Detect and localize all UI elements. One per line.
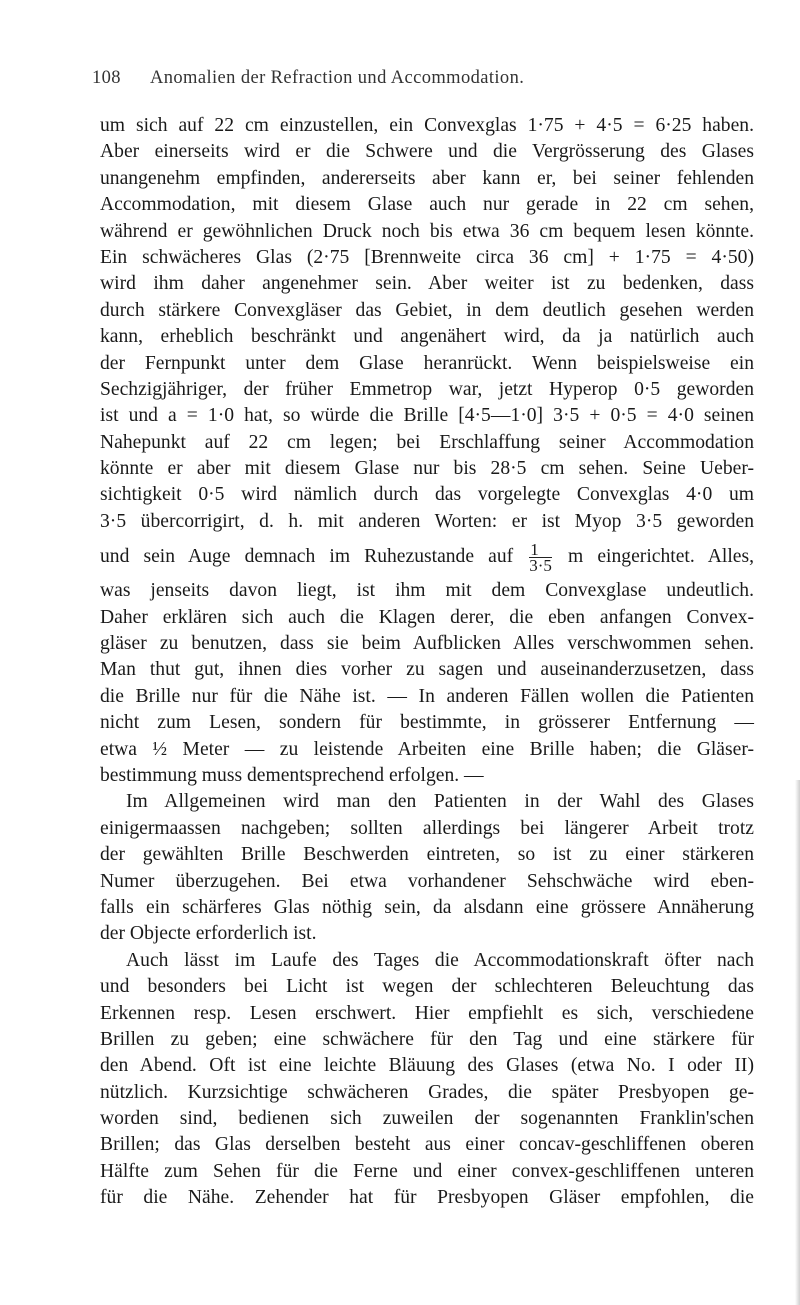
text-line: sichtigkeit 0·5 wird nämlich durch das vorgelegte Convexglas 4·0 um bbox=[100, 484, 754, 506]
text-line: Numer überzugehen. Bei etwa vorhandener Sehschwäche wird eben- bbox=[100, 870, 754, 892]
text-line: 3·5 übercorrigirt, d. h. mit anderen Worten: er ist Myop 3·5 geworden bbox=[100, 510, 754, 532]
text-line: für die Nähe. Zehender hat für Presbyopen Gläser empfohlen, die bbox=[100, 1187, 754, 1209]
page-edge-shadow bbox=[795, 780, 800, 1305]
text-line: durch stärkere Convexgläser das Gebiet, in dem deutlich gesehen werden bbox=[100, 299, 754, 321]
text-line: worden sind, bedienen sich zuweilen der sogenannten Franklin'schen bbox=[100, 1108, 754, 1130]
page-number: 108 bbox=[92, 68, 121, 88]
text-line: Brillen; das Glas derselben besteht aus einer concav-geschliffenen oberen bbox=[100, 1134, 754, 1156]
running-title: Anomalien der Refraction und Accommodation. bbox=[150, 68, 525, 88]
text-line: Accommodation, mit diesem Glase auch nur gerade in 22 cm sehen, bbox=[100, 194, 754, 216]
text-line: gläser zu benutzen, dass sie beim Aufblicken Alles verschwommen sehen. bbox=[100, 633, 754, 655]
text-line: und besonders bei Licht ist wegen der schlechteren Beleuchtung das bbox=[100, 976, 754, 998]
text-line: könnte er aber mit diesem Glase nur bis 28·5 cm sehen. Seine Ueber- bbox=[100, 458, 754, 480]
text-line: ist und a = 1·0 hat, so würde die Brille [4·5—1·0] 3·5 + 0·5 = 4·0 seinen bbox=[100, 405, 754, 427]
text-line: Im Allgemeinen wird man den Patienten in der Wahl des Glases bbox=[126, 791, 754, 813]
text-line: die Brille nur für die Nähe ist. — In anderen Fällen wollen die Patienten bbox=[100, 685, 754, 707]
body-text bbox=[100, 113, 754, 1212]
fraction-before: und sein Auge demnach im Ruhezustande auf bbox=[100, 546, 514, 568]
text-line: Hälfte zum Sehen für die Ferne und einer convex-geschliffenen unteren bbox=[100, 1160, 754, 1182]
text-line: Brillen zu geben; eine schwächere für den Tag und eine stärkere für bbox=[100, 1028, 754, 1050]
text-line: wird ihm daher angenehmer sein. Aber weiter ist zu bedenken, dass bbox=[100, 273, 754, 295]
text-line: Aber einerseits wird er die Schwere und die Vergrösserung des Glases bbox=[100, 141, 754, 163]
text-line: Erkennen resp. Lesen erschwert. Hier empfiehlt es sich, verschiedene bbox=[100, 1002, 754, 1024]
text-line: Ein schwächeres Glas (2·75 [Brennweite circa 36 cm] + 1·75 = 4·50) bbox=[100, 246, 754, 268]
fraction-denominator: 3·5 bbox=[529, 556, 552, 576]
fraction-after: m eingerichtet. Alles, bbox=[568, 546, 754, 568]
text-line: der Objecte erforderlich ist. bbox=[100, 923, 317, 945]
text-line: nützlich. Kurzsichtige schwächeren Grades, die später Presbyopen ge- bbox=[100, 1081, 754, 1103]
text-line: Nahepunkt auf 22 cm legen; bei Erschlaffung seiner Accommodation bbox=[100, 431, 754, 453]
text-line: falls ein schärferes Glas nöthig sein, da alsdann eine grössere Annäherung bbox=[100, 896, 754, 918]
text-line: unangenehm empfinden, andererseits aber kann er, bei seiner fehlenden bbox=[100, 167, 754, 189]
text-line: der gewählten Brille Beschwerden eintreten, so ist zu einer stärkeren bbox=[100, 844, 754, 866]
text-line: während er gewöhnlichen Druck noch bis etwa 36 cm bequem lesen könnte. bbox=[100, 220, 754, 242]
fraction-numerator: 1 bbox=[529, 542, 552, 558]
running-header bbox=[92, 68, 752, 92]
text-line: einigermaassen nachgeben; sollten allerdings bei längerer Arbeit trotz bbox=[100, 817, 754, 839]
text-line: um sich auf 22 cm einzustellen, ein Convexglas 1·75 + 4·5 = 6·25 haben. bbox=[100, 115, 754, 136]
text-line: etwa ½ Meter — zu leistende Arbeiten eine Brille haben; die Gläser- bbox=[100, 738, 754, 760]
text-line: Man thut gut, ihnen dies vorher zu sagen und auseinanderzusetzen, dass bbox=[100, 659, 754, 681]
text-line: bestimmung muss dementsprechend erfolgen. — bbox=[100, 764, 484, 786]
text-line: kann, erheblich beschränkt und angenähert wird, da ja natürlich auch bbox=[100, 326, 754, 348]
text-line: Daher erklären sich auch die Klagen derer, die eben anfangen Convex- bbox=[100, 606, 754, 628]
text-line: was jenseits davon liegt, ist ihm mit dem Convexglase undeutlich. bbox=[100, 580, 754, 602]
fraction bbox=[529, 540, 552, 576]
text-line: den Abend. Oft ist eine leichte Bläuung des Glases (etwa No. I oder II) bbox=[100, 1055, 754, 1077]
text-line: nicht zum Lesen, sondern für bestimmte, in grösserer Entfernung — bbox=[100, 712, 754, 734]
text-line: der Fernpunkt unter dem Glase heranrückt. Wenn beispielsweise ein bbox=[100, 352, 754, 374]
text-line: Auch lässt im Laufe des Tages die Accommodationskraft öfter nach bbox=[126, 949, 754, 971]
text-line: Sechzigjähriger, der früher Emmetrop war, jetzt Hyperop 0·5 geworden bbox=[100, 378, 754, 400]
fraction-text-line bbox=[100, 535, 754, 578]
